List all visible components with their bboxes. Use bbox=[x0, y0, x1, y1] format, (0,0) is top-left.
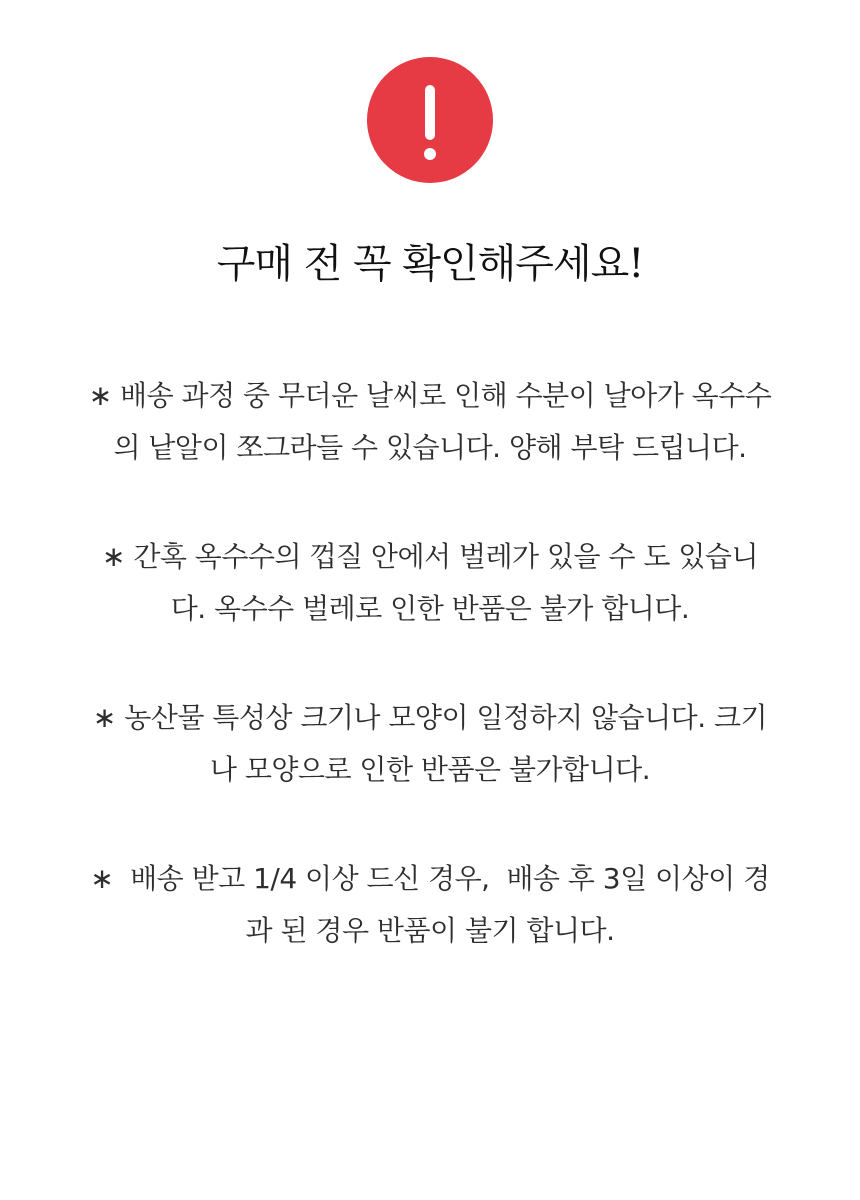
notice-line: ∗ 배송 과정 중 무더운 날씨로 인해 수분이 날아가 옥수수 bbox=[88, 379, 772, 412]
notice-list bbox=[60, 370, 800, 1014]
notice-line: ∗ 농산물 특성상 크기나 모양이 일정하지 않습니다. 크기 bbox=[92, 701, 768, 734]
notice-line: 과 된 경우 반품이 불기 합니다. bbox=[245, 914, 615, 947]
notice-line: ∗ 간혹 옥수수의 껍질 안에서 벌레가 있을 수 도 있습니 bbox=[101, 540, 759, 573]
notice-line: 나 모양으로 인한 반품은 불가합니다. bbox=[209, 753, 651, 786]
notice-line: ∗ 배송 받고 1/4 이상 드신 경우, 배송 후 3일 이상이 경 bbox=[90, 862, 770, 895]
exclamation-circle-icon bbox=[367, 57, 493, 183]
notice-item bbox=[60, 853, 800, 957]
notice-item bbox=[60, 531, 800, 635]
notice-line: 의 낱알이 쪼그라들 수 있습니다. 양해 부탁 드립니다. bbox=[113, 431, 747, 464]
page-title: 구매 전 꼭 확인해주세요! bbox=[216, 241, 644, 287]
notice-line: 다. 옥수수 벌레로 인한 반품은 불가 합니다. bbox=[170, 592, 690, 625]
notice-item bbox=[60, 692, 800, 796]
notice-item bbox=[60, 370, 800, 474]
